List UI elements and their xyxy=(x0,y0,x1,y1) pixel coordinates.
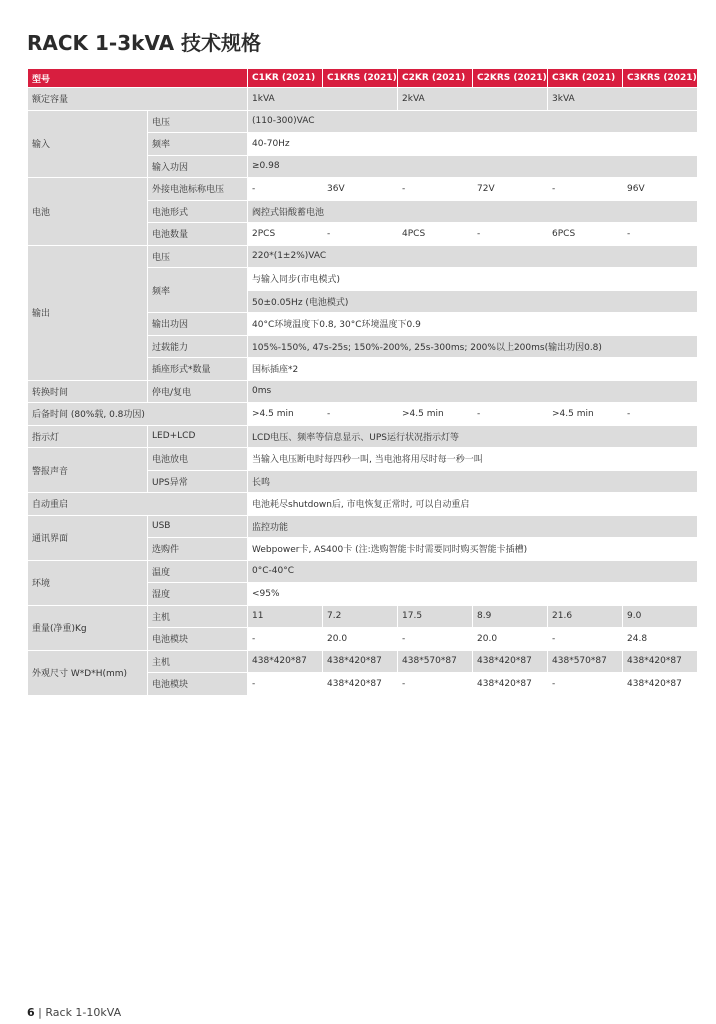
cell: (110-300)VAC xyxy=(248,111,697,133)
cell: 438*420*87 xyxy=(473,651,547,673)
cell: 监控功能 xyxy=(248,516,697,538)
table-row xyxy=(28,178,697,200)
cell: >4.5 min xyxy=(248,403,322,425)
cell: 438*420*87 xyxy=(623,651,697,673)
cell: 11 xyxy=(248,606,322,628)
cell: 与输入同步(市电模式) xyxy=(248,268,697,290)
header-c2kr: C2KR (2021) xyxy=(398,69,472,87)
row-label: 额定容量 xyxy=(28,88,247,110)
cell: 9.0 xyxy=(623,606,697,628)
cell: 24.8 xyxy=(623,628,697,650)
header-c1krs: C1KRS (2021) xyxy=(323,69,397,87)
cell: 1kVA xyxy=(248,88,397,110)
sub-label: 电池模块 xyxy=(148,628,247,650)
cell: 220*(1±2%)VAC xyxy=(248,246,697,268)
sub-label: 输入功因 xyxy=(148,156,247,178)
sub-label: 外接电池标称电压 xyxy=(148,178,247,200)
sub-label: 频率 xyxy=(148,268,247,312)
sub-label: 输出功因 xyxy=(148,313,247,335)
cell: 0°C-40°C xyxy=(248,561,697,583)
cell: LCD电压、频率等信息显示、UPS运行状况指示灯等 xyxy=(248,426,697,448)
header-c3kr: C3KR (2021) xyxy=(548,69,622,87)
sub-label: 主机 xyxy=(148,606,247,628)
cell: 阀控式铅酸蓄电池 xyxy=(248,201,697,223)
cell: 96V xyxy=(623,178,697,200)
cell: 长鸣 xyxy=(248,471,697,493)
sub-label: 选购件 xyxy=(148,538,247,560)
row-label: 环境 xyxy=(28,561,147,605)
table-row xyxy=(28,606,697,628)
table-row xyxy=(28,88,697,110)
cell: >4.5 min xyxy=(398,403,472,425)
spec-table xyxy=(27,68,698,696)
row-label: 输入 xyxy=(28,111,147,178)
cell: >4.5 min xyxy=(548,403,622,425)
header-c2krs: C2KRS (2021) xyxy=(473,69,547,87)
cell: 20.0 xyxy=(323,628,397,650)
sub-label: 电压 xyxy=(148,246,247,268)
table-row xyxy=(28,403,697,425)
sub-label: USB xyxy=(148,516,247,538)
cell: 3kVA xyxy=(548,88,697,110)
footer-separator: | xyxy=(38,1006,42,1019)
sub-label: UPS异常 xyxy=(148,471,247,493)
cell: 2PCS xyxy=(248,223,322,245)
sub-label: 频率 xyxy=(148,133,247,155)
header-c3krs: C3KRS (2021) xyxy=(623,69,697,87)
row-label: 外观尺寸 W*D*H(mm) xyxy=(28,651,147,695)
table-row xyxy=(28,426,697,448)
table-row xyxy=(28,111,697,133)
cell: 电池耗尽shutdown后, 市电恢复正常时, 可以自动重启 xyxy=(248,493,697,515)
cell: 438*420*87 xyxy=(323,651,397,673)
row-label: 指示灯 xyxy=(28,426,147,448)
cell: 国标插座*2 xyxy=(248,358,697,380)
sub-label: LED+LCD xyxy=(148,426,247,448)
row-label: 警报声音 xyxy=(28,448,147,492)
cell: 438*420*87 xyxy=(248,651,322,673)
cell: 438*420*87 xyxy=(473,673,547,695)
cell: <95% xyxy=(248,583,697,605)
header-c1kr: C1KR (2021) xyxy=(248,69,322,87)
cell: - xyxy=(323,403,397,425)
page-number: 6 xyxy=(27,1006,35,1019)
cell: 21.6 xyxy=(548,606,622,628)
cell: 当输入电压断电时每四秒一叫, 当电池将用尽时每一秒一叫 xyxy=(248,448,697,470)
row-label: 电池 xyxy=(28,178,147,245)
cell: 72V xyxy=(473,178,547,200)
table-row xyxy=(28,246,697,268)
cell: - xyxy=(548,178,622,200)
page-footer xyxy=(27,1006,121,1019)
sub-label: 主机 xyxy=(148,651,247,673)
table-header xyxy=(28,69,697,87)
row-label: 重量(净重)Kg xyxy=(28,606,147,650)
cell: 438*420*87 xyxy=(323,673,397,695)
cell: ≥0.98 xyxy=(248,156,697,178)
cell: 438*570*87 xyxy=(398,651,472,673)
table-row xyxy=(28,493,697,515)
sub-label: 电池模块 xyxy=(148,673,247,695)
row-label: 转换时间 xyxy=(28,381,147,403)
cell: - xyxy=(248,628,322,650)
cell: 8.9 xyxy=(473,606,547,628)
cell: 50±0.05Hz (电池模式) xyxy=(248,291,697,313)
cell: 36V xyxy=(323,178,397,200)
cell: - xyxy=(623,223,697,245)
cell: 105%-150%, 47s-25s; 150%-200%, 25s-300ms; 200%以上200ms(输出功因0.8) xyxy=(248,336,697,358)
cell: 7.2 xyxy=(323,606,397,628)
cell: 0ms xyxy=(248,381,697,403)
sub-label: 湿度 xyxy=(148,583,247,605)
row-label: 后备时间 (80%载, 0.8功因) xyxy=(28,403,247,425)
cell: - xyxy=(548,628,622,650)
sub-label: 温度 xyxy=(148,561,247,583)
table-row xyxy=(28,516,697,538)
table-row xyxy=(28,561,697,583)
cell: - xyxy=(248,673,322,695)
footer-text: Rack 1-10kVA xyxy=(45,1006,122,1019)
header-model: 型号 xyxy=(28,69,247,87)
sub-label: 电压 xyxy=(148,111,247,133)
cell: - xyxy=(548,673,622,695)
sub-label: 电池数量 xyxy=(148,223,247,245)
cell: 20.0 xyxy=(473,628,547,650)
sub-label: 电池形式 xyxy=(148,201,247,223)
sub-label: 电池放电 xyxy=(148,448,247,470)
cell: - xyxy=(623,403,697,425)
sub-label: 插座形式*数量 xyxy=(148,358,247,380)
cell: 2kVA xyxy=(398,88,547,110)
cell: 40°C环境温度下0.8, 30°C环境温度下0.9 xyxy=(248,313,697,335)
sub-label: 过载能力 xyxy=(148,336,247,358)
table-row xyxy=(28,381,697,403)
cell: - xyxy=(398,628,472,650)
cell: - xyxy=(398,178,472,200)
cell: - xyxy=(473,223,547,245)
cell: 438*570*87 xyxy=(548,651,622,673)
row-label: 自动重启 xyxy=(28,493,247,515)
cell: 438*420*87 xyxy=(623,673,697,695)
table-row xyxy=(28,651,697,673)
cell: - xyxy=(398,673,472,695)
cell: - xyxy=(323,223,397,245)
row-label: 输出 xyxy=(28,246,147,380)
cell: 17.5 xyxy=(398,606,472,628)
row-label: 通讯界面 xyxy=(28,516,147,560)
cell: 4PCS xyxy=(398,223,472,245)
sub-label: 停电/复电 xyxy=(148,381,247,403)
cell: 40-70Hz xyxy=(248,133,697,155)
cell: 6PCS xyxy=(548,223,622,245)
table-row xyxy=(28,448,697,470)
cell: - xyxy=(473,403,547,425)
cell: - xyxy=(248,178,322,200)
page-title: RACK 1-3kVA 技术规格 xyxy=(27,31,262,55)
cell: Webpower卡, AS400卡 (注:选购智能卡时需要同时购买智能卡插槽) xyxy=(248,538,697,560)
